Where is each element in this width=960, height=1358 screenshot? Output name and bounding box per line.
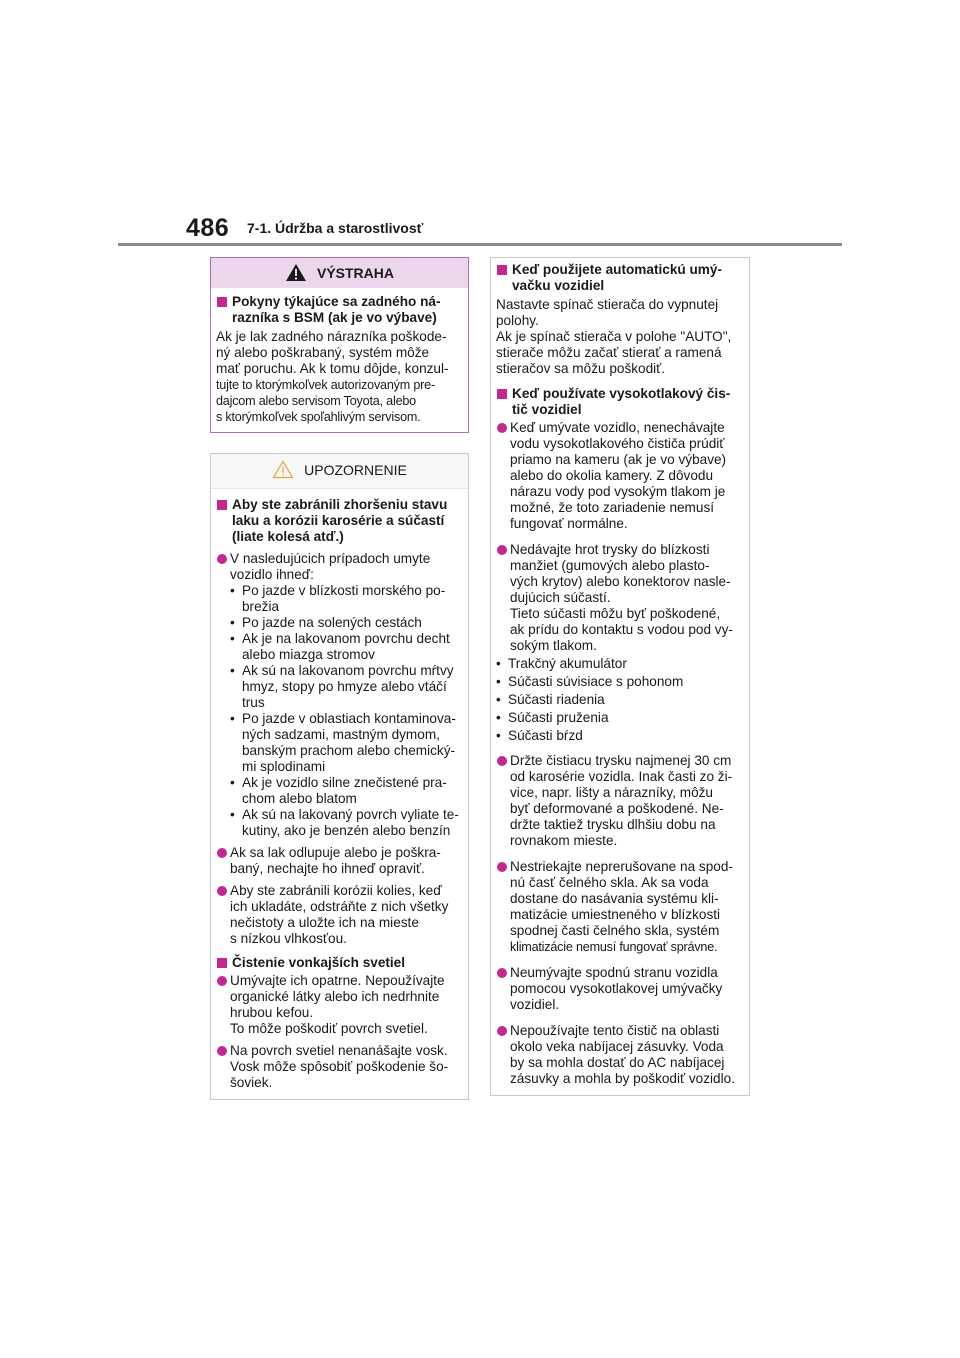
item-line: nečistoty a uložte ich na mieste [230,915,419,930]
caution-heading-paint [216,497,461,545]
item-line: pomocou vysokotlakovej umývačky [510,981,723,996]
warning-label: VÝSTRAHA [316,264,394,281]
round-bullet-icon [497,968,507,978]
item-line: vozidiel. [510,997,560,1012]
item-line: organické látky alebo ich nedrhnite [230,989,440,1004]
item-line: Po jazde na solených cestách [242,615,422,630]
heading-line: Čistenie vonkajších svetiel [232,955,406,970]
item-line: kutiny, ako je benzén alebo benzín [242,823,451,838]
header-rule [118,243,842,246]
item-line: banským prachom alebo chemický- [242,743,456,758]
item-line: Tieto súčasti môžu byť poškodené, [510,606,721,621]
item-line: vice, napr. lišty a nárazníky, môžu [510,785,713,800]
caution-heading-lights [216,955,461,971]
list-item: • Po jazde na solených cestách [230,615,422,630]
square-bullet-icon [217,958,227,968]
item-line: chom alebo blatom [242,791,357,806]
caution-box [210,453,469,1100]
item-line: možné, že toto zariadenie nemusí [510,500,715,515]
item-line: Po jazde v blízkosti morského po- [242,583,446,598]
item-line: Ak je vozidlo silne znečistené pra- [242,775,447,790]
item-line: V nasledujúcich prípadoch umyte [230,551,431,566]
item-line: nárazu vody pod vysokým tlakom je [510,484,726,499]
item-line: byť deformované a poškodené. Ne- [510,801,724,816]
round-bullet-icon [217,848,227,858]
item-line: nú časť čelného skla. Ak sa voda [510,875,709,890]
item-line: Nepoužívajte tento čistič na oblasti [510,1023,720,1038]
item-line: Držte čistiacu trysku najmenej 30 cm [510,753,732,768]
item-line: ak prídu do kontaktu s vodou pod vy- [510,622,733,637]
item-line: Umývajte ich opatrne. Nepoužívajte [230,973,445,988]
item-line: rovnakom mieste. [510,833,618,848]
square-bullet-icon [217,297,227,307]
item-windshield [496,859,742,955]
item-nozzle [496,542,742,654]
item-line: Nestriekajte neprerušovane na spod- [510,859,733,874]
item-line: Nedávajte hrot trysky do blízkosti [510,542,710,557]
heading-line: laku a korózii karosérie a súčastí [232,513,445,528]
item-line: Aby ste zabránili korózii kolies, keď [230,883,442,898]
list-item: • Po jazde v oblastiach kontaminova- ných sadzami, mastným dymom, banským prachom alebo chemický- mi splodinami [230,711,456,774]
heading-line: (liate kolesá atď.) [232,529,344,544]
item-line: zásuvky a mohla by poškodiť vozidlo. [510,1071,735,1086]
round-bullet-icon [217,554,227,564]
item-line: polohy. [496,313,539,328]
warning-heading [216,294,461,326]
item-line: Na povrch svetiel nenanášajte vosk. [230,1043,448,1058]
round-bullet-icon [217,886,227,896]
item-line: od karosérie vozidla. Inak časti zo ži- [510,769,733,784]
item-line: vých krytov) alebo konektorov nasle- [510,574,731,589]
warning-line: s ktorýmkoľvek spoľahlivým servisom. [216,410,421,424]
item-line: vozidlo ihneď: [230,567,314,582]
square-bullet-icon [497,265,507,275]
item-line: Vosk môže spôsobiť poškodenie šo- [230,1059,449,1074]
list-item: • Ak sú na lakovanom povrchu mŕtvy hmyz, stopy po hmyze alebo vtáčí trus [230,663,454,710]
list-item: • Súčasti riadenia [496,692,742,708]
list-item: • Ak je na lakovanom povrchu decht alebo miazga stromov [230,631,450,662]
item-line: manžiet (gumových alebo plasto- [510,558,710,573]
round-bullet-icon [497,756,507,766]
item-line: matizácie umiestneného v blízkosti [510,907,721,922]
item-line: priamo na kameru (ak je vo výbave) [510,452,727,467]
item-line: sokým tlakom. [510,638,597,653]
item-line: klimatizácie nemusí fungovať správne. [510,940,718,954]
item-line: stierače môžu začať stierať a ramená [496,345,722,360]
item-line: okolo veka nabíjacej zásuvky. Voda [510,1039,724,1054]
item-line: Ak je na lakovanom povrchu decht [242,631,450,646]
item-distance [496,753,742,849]
warning-line: ný alebo poškrabaný, systém môže [216,345,430,360]
caution-box-continued [490,257,750,1096]
caution-header [211,454,468,489]
caution-triangle-icon [272,460,294,479]
item-line: dujúcich súčastí. [510,590,611,605]
item-line: Po jazde v oblastiach kontaminova- [242,711,456,726]
item-line: Trakčný akumulátor [508,656,627,671]
item-line: šoviek. [230,1075,273,1090]
item-line: Súčasti bŕzd [508,728,583,743]
caution-item-lights-wax [216,1043,461,1091]
item-line: dostane do nasávania systému kli- [510,891,719,906]
item-line: Ak sú na lakovanom povrchu mŕtvy [242,663,454,678]
item-line: Ak je spínač stierača v polohe "AUTO", [496,329,732,344]
round-bullet-icon [497,545,507,555]
item-charging-port [496,1023,742,1087]
car-wash-text [496,297,742,377]
item-line: Súčasti pruženia [508,710,609,725]
round-bullet-icon [217,976,227,986]
heading-line: vačku vozidiel [512,278,605,293]
item-line: vodu vysokotlakového čističa prúdiť [510,436,725,451]
warning-header [211,258,468,288]
heading-line: Keď používate vysokotlakový čis- [512,386,731,401]
item-line: Ak sú na lakovaný povrch vyliate te- [242,807,459,822]
list-item: • Trakčný akumulátor [496,656,742,672]
heading-car-wash [496,262,742,294]
item-line: Neumývajte spodnú stranu vozidla [510,965,718,980]
warning-box [210,257,469,433]
round-bullet-icon [497,1026,507,1036]
warning-line: mať poruchu. Ak k tomu dôjde, konzul- [216,361,449,376]
square-bullet-icon [497,389,507,399]
item-line: mi splodinami [242,759,326,774]
list-item: • Súčasti pruženia [496,710,742,726]
warning-triangle-icon [285,263,307,282]
item-line: Súčasti riadenia [508,692,605,707]
section-title: 7-1. Údržba a starostlivosť [247,220,424,236]
item-line: alebo do okolia kamery. Z dôvodu [510,468,714,483]
item-line: trus [242,695,265,710]
heading-line: tič vozidiel [512,402,582,417]
item-line: alebo miazga stromov [242,647,375,662]
round-bullet-icon [497,862,507,872]
list-item: • Ak je vozidlo silne znečistené pra- chom alebo blatom [230,775,447,806]
list-item: • Súčasti súvisiace s pohonom [496,674,742,690]
item-line: baný, nechajte ho ihneď opraviť. [230,861,425,876]
item-camera [496,420,742,532]
caution-item-wheels [216,883,461,947]
warning-text [216,329,461,425]
list-item: • Ak sú na lakovaný povrch vyliate te- kutiny, ako je benzén alebo benzín [230,807,459,838]
square-bullet-icon [217,500,227,510]
item-line: ich ukladáte, odstráňte z nich všetky [230,899,449,914]
caution-item-peeling [216,845,461,877]
item-line: Nastavte spínač stierača do vypnutej [496,297,719,312]
item-line: držte taktiež trysku dlhšiu dobu na [510,817,716,832]
item-line: brežia [242,599,280,614]
item-line: stieračov sa môžu poškodiť. [496,361,666,376]
item-line: Ak sa lak odlupuje alebo je poškra- [230,845,441,860]
item-line: s nízkou vlhkosťou. [230,931,347,946]
warning-line: tujte to ktorýmkoľvek autorizovaným pre- [216,378,435,392]
item-line: ných sadzami, mastným dymom, [242,727,440,742]
item-line: hmyz, stopy po hmyze alebo vtáčí [242,679,447,694]
warning-line: Ak je lak zadného nárazníka poškode- [216,329,447,344]
item-line: hrubou kefou. [230,1005,314,1020]
round-bullet-icon [217,1046,227,1056]
heading-line: Aby ste zabránili zhoršeniu stavu [232,497,448,512]
round-bullet-icon [497,423,507,433]
components-list [496,656,742,744]
list-item: • Po jazde v blízkosti morského po- brežia [230,583,446,614]
caution-item-lights-wash [216,973,461,1037]
warning-heading-line: Pokyny týkajúce sa zadného ná- [232,294,441,309]
item-line: Súčasti súvisiace s pohonom [508,674,684,689]
caution-label: UPOZORNENIE [304,461,407,478]
page-number: 486 [186,214,230,242]
warning-heading-line: razníka s BSM (ak je vo výbave) [232,310,437,325]
heading-pressure-washer [496,386,742,418]
item-underside [496,965,742,1013]
heading-line: Keď použijete automatickú umý- [512,262,722,277]
list-item: • Súčasti bŕzd [496,728,742,744]
warning-line: dajcom alebo servisom Toyota, alebo [216,394,416,408]
item-line: spodnej časti čelného skla, systém [510,923,720,938]
item-line: To môže poškodiť povrch svetiel. [230,1021,428,1036]
item-line: fungovať normálne. [510,516,628,531]
item-line: Keď umývate vozidlo, nenechávajte [510,420,725,435]
caution-item-wash [216,551,461,839]
item-line: by sa mohla dostať do AC nabíjacej [510,1055,725,1070]
